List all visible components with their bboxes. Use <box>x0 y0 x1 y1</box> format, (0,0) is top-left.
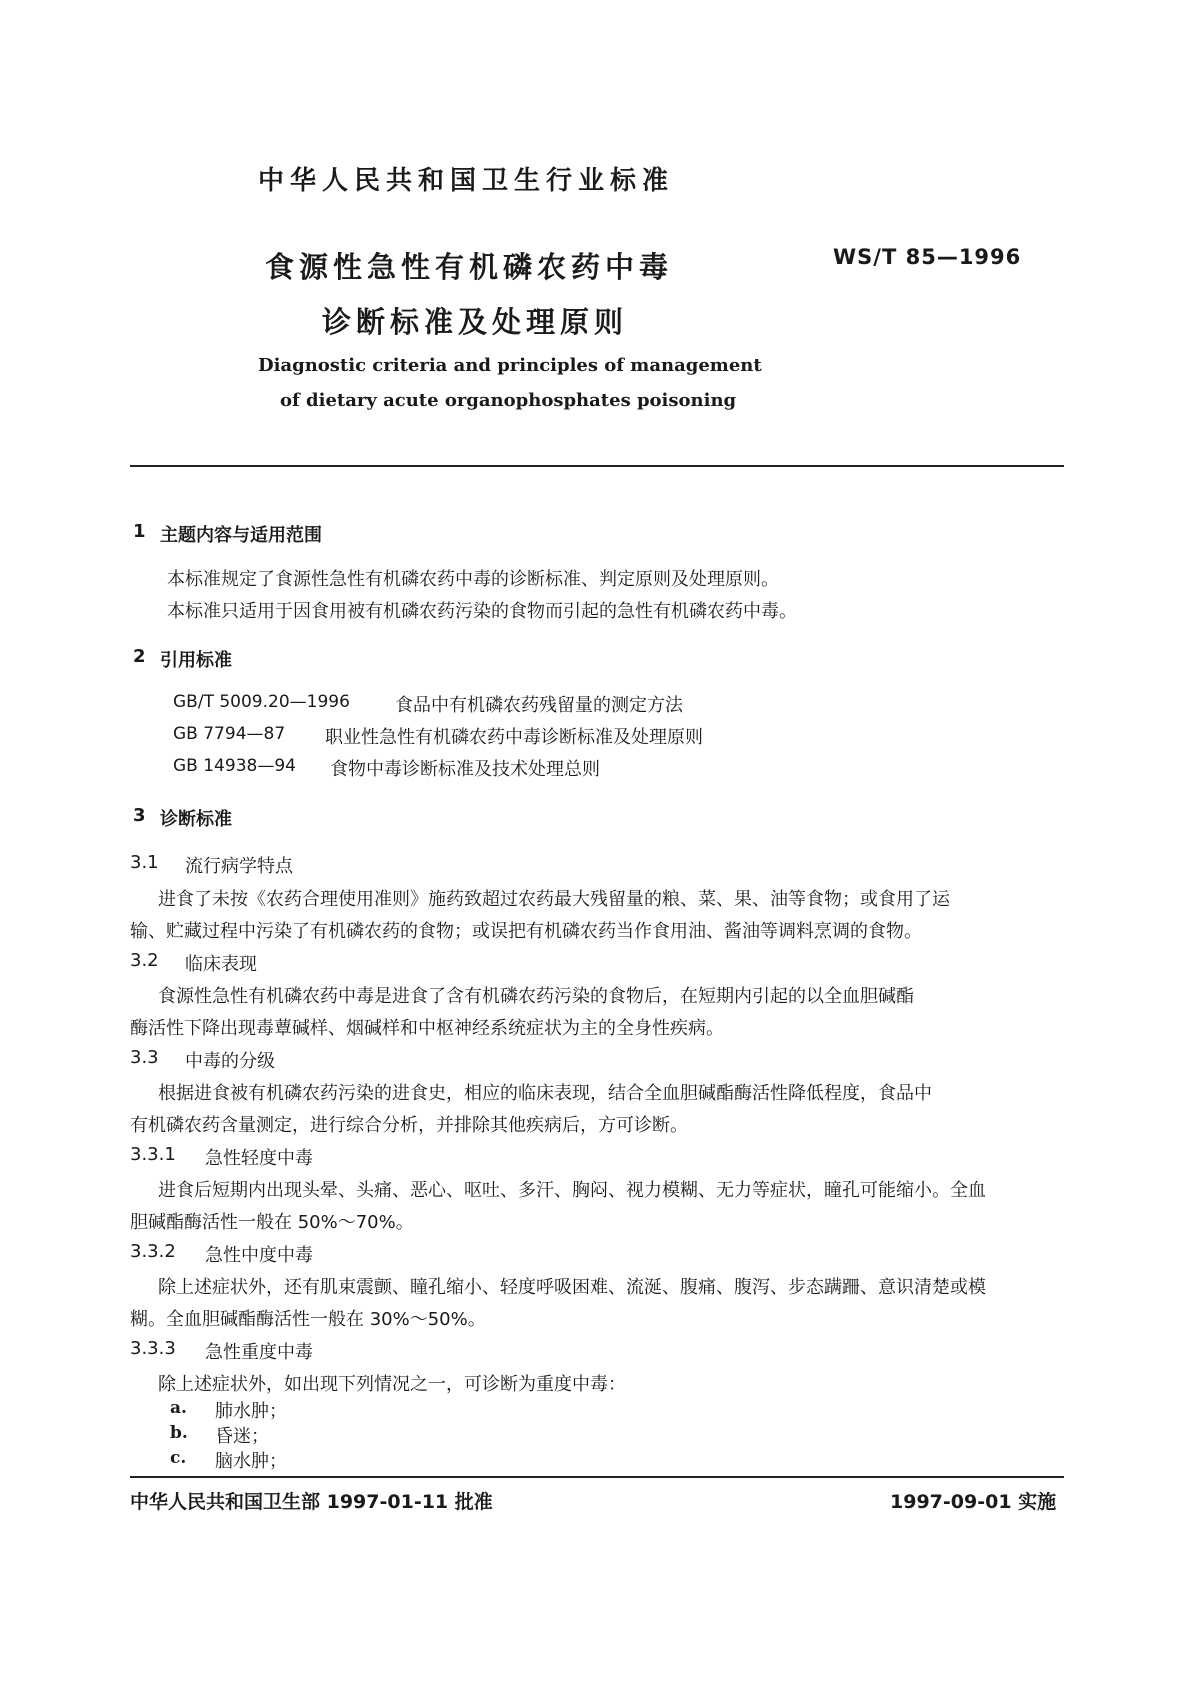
header-divider <box>130 465 1064 467</box>
section-3-title: 诊断标准 <box>160 809 232 830</box>
paragraph-line: 进食了未按《农药合理使用准则》施药致超过农药最大残留量的粮、菜、果、油等食物；或食用了运 <box>158 889 950 910</box>
subsection-title: 临床表现 <box>185 954 257 975</box>
paragraph-line: 胆碱酯酶活性一般在 50%～70%。 <box>130 1212 414 1233</box>
paragraph-line: 酶活性下降出现毒蕈碱样、烟碱样和中枢神经系统症状为主的全身性疾病。 <box>130 1018 724 1039</box>
document-title-line1: 食源性急性有机磷农药中毒 <box>265 250 674 284</box>
footer-divider <box>130 1476 1064 1478</box>
document-title-line2: 诊断标准及处理原则 <box>322 305 629 339</box>
paragraph-line: 糊。全血胆碱酯酶活性一般在 30%～50%。 <box>130 1309 486 1330</box>
english-title-line2: of dietary acute organophosphates poisoning <box>280 390 737 411</box>
subsection-title: 中毒的分级 <box>185 1051 275 1072</box>
section-3-number: 3 <box>133 805 146 826</box>
reference-code: GB 7794—87 <box>173 724 286 744</box>
list-item-marker: a. <box>170 1398 187 1418</box>
subsection-number: 3.1 <box>130 852 159 873</box>
subsection-number: 3.3.3 <box>130 1338 176 1359</box>
reference-code: GB/T 5009.20—1996 <box>173 692 350 712</box>
section-1-paragraph-1: 本标准规定了食源性急性有机磷农药中毒的诊断标准、判定原则及处理原则。 <box>167 569 779 590</box>
subsection-title: 急性中度中毒 <box>205 1245 313 1266</box>
list-item: 昏迷； <box>215 1426 269 1447</box>
paragraph-line: 输、贮藏过程中污染了有机磷农药的食物；或误把有机磷农药当作食用油、酱油等调料烹调的食物。 <box>130 921 922 942</box>
list-item: 肺水肿； <box>215 1401 287 1422</box>
subsection-number: 3.3 <box>130 1047 159 1068</box>
paragraph-line: 除上述症状外，如出现下列情况之一，可诊断为重度中毒： <box>158 1374 626 1395</box>
paragraph-line: 根据进食被有机磷农药污染的进食史，相应的临床表现，结合全血胆碱酯酶活性降低程度，食品中 <box>158 1083 932 1104</box>
section-1-title: 主题内容与适用范围 <box>160 525 322 546</box>
section-1-paragraph-2: 本标准只适用于因食用被有机磷农药污染的食物而引起的急性有机磷农药中毒。 <box>167 601 797 622</box>
standard-code: WS/T 85—1996 <box>833 245 1022 269</box>
subsection-number: 3.2 <box>130 950 159 971</box>
subsection-number: 3.3.1 <box>130 1144 176 1165</box>
list-item-marker: b. <box>170 1423 188 1443</box>
implementation-date: 1997-09-01 实施 <box>890 1491 1057 1513</box>
list-item: 脑水肿； <box>215 1451 287 1472</box>
approval-note: 中华人民共和国卫生部 1997-01-11 批准 <box>130 1491 493 1513</box>
subsection-title: 流行病学特点 <box>185 856 293 877</box>
list-item-marker: c. <box>170 1448 187 1468</box>
subsection-title: 急性重度中毒 <box>205 1342 313 1363</box>
section-2-title: 引用标准 <box>160 650 232 671</box>
reference-name: 职业性急性有机磷农药中毒诊断标准及处理原则 <box>325 727 703 748</box>
subsection-number: 3.3.2 <box>130 1241 176 1262</box>
reference-code: GB 14938—94 <box>173 756 296 776</box>
subsection-title: 急性轻度中毒 <box>205 1148 313 1169</box>
standard-organization: 中华人民共和国卫生行业标准 <box>258 166 675 196</box>
english-title-line1: Diagnostic criteria and principles of management <box>258 355 762 376</box>
paragraph-line: 进食后短期内出现头晕、头痛、恶心、呕吐、多汗、胸闷、视力模糊、无力等症状，瞳孔可能缩小。全血 <box>158 1180 986 1201</box>
paragraph-line: 食源性急性有机磷农药中毒是进食了含有机磷农药污染的食物后，在短期内引起的以全血胆碱酯 <box>158 986 914 1007</box>
reference-name: 食品中有机磷农药残留量的测定方法 <box>395 695 683 716</box>
section-1-number: 1 <box>133 521 146 542</box>
reference-name: 食物中毒诊断标准及技术处理总则 <box>330 759 600 780</box>
section-2-number: 2 <box>133 646 146 667</box>
paragraph-line: 除上述症状外，还有肌束震颤、瞳孔缩小、轻度呼吸困难、流涎、腹痛、腹泻、步态蹒跚、意识清楚或模 <box>158 1277 986 1298</box>
paragraph-line: 有机磷农药含量测定，进行综合分析，并排除其他疾病后，方可诊断。 <box>130 1115 688 1136</box>
